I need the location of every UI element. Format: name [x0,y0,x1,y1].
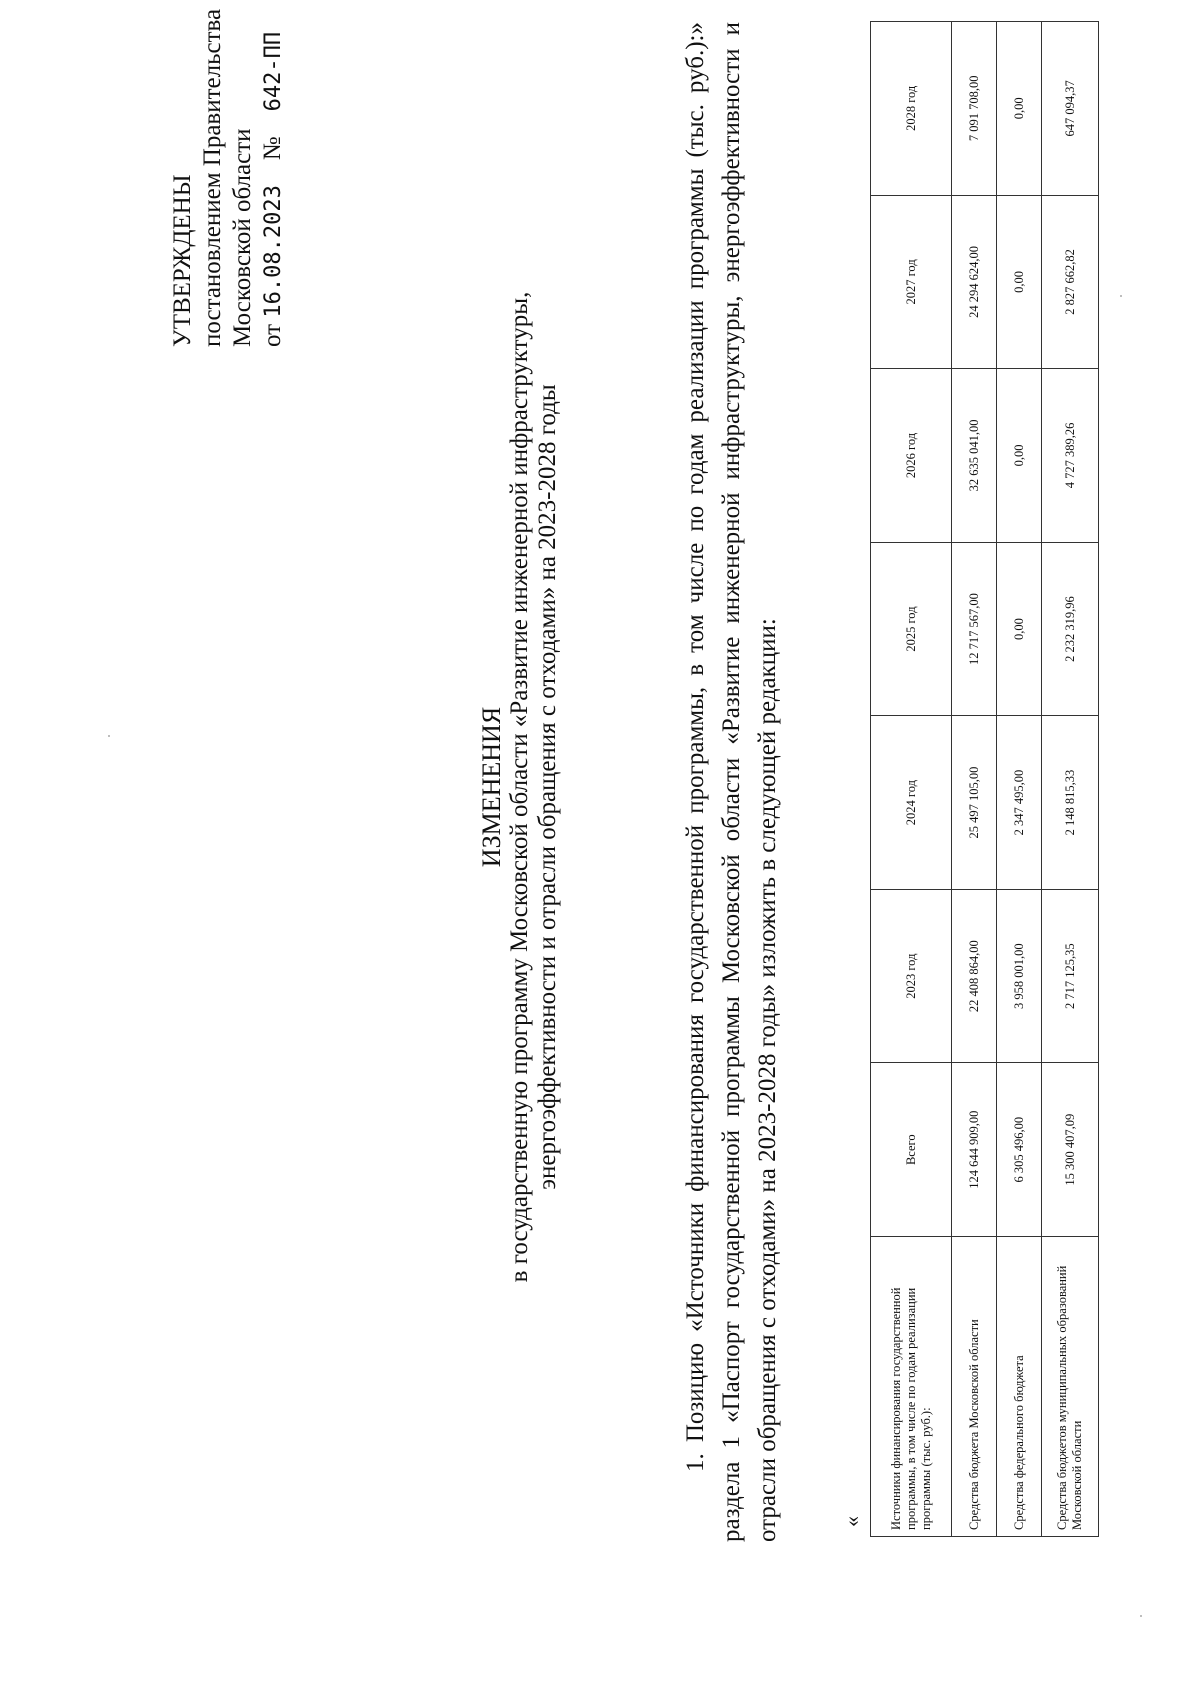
table-cell: 0,00 [997,195,1042,369]
table-cell: 6 305 496,00 [997,1063,1042,1237]
title-line-1: в государственную программу Московской области «Развитие инженерной инфраструктуры, [506,291,533,1283]
scan-speck [1120,295,1122,297]
table-cell: 15 300 407,09 [1042,1063,1099,1237]
approval-date: 16.08.2023 [261,185,286,318]
table-cell: 32 635 041,00 [952,369,997,543]
table-row [997,22,1042,1537]
table-header-row [871,22,952,1537]
table-cell: Средства бюджета Московской области [952,1237,997,1537]
table-cell: 3 958 001,00 [997,889,1042,1063]
table-header-cell: 2024 год [871,716,952,890]
title-line-2: энергоэффективности и отрасли обращения с отходами» на 2023-2028 годы [534,384,561,1190]
open-quote: « [839,1516,864,1527]
approval-number: 642-ПП [261,31,286,112]
table-cell: 2 717 125,35 [1042,889,1099,1063]
table-header-cell: Всего [871,1063,952,1237]
table-cell: Средства бюджетов муниципальных образований Московской области [1042,1237,1099,1537]
approval-line-3: Московской области [229,128,256,347]
approval-date-line [258,9,289,347]
approval-line-2: постановлением Правительства [199,8,226,347]
table-cell: 0,00 [997,369,1042,543]
table-row [952,22,997,1537]
table-cell: 0,00 [997,542,1042,716]
table-header-cell: 2027 год [871,195,952,369]
approval-title: УТВЕРЖДЕНЫ [169,174,196,347]
amendment-paragraph: 1. Позицию «Источники финансирования государственной программы, в том числе по годам реализации программы (тыс. руб.):» раздела 1 «Паспорт государственной программы Московской области «Развитие инженерной инфраструктуры, энергоэффективности и отрасли обращения с отходами» на 2023-2028 годы» изложить в следующей редакции: [682,22,781,1542]
table-cell: 2 232 319,96 [1042,542,1099,716]
table-header-cell: 2026 год [871,369,952,543]
table-cell: 124 644 909,00 [952,1063,997,1237]
title-heading: ИЗМЕНЕНИЯ [477,706,506,868]
document-title [478,37,562,1537]
table-cell: 647 094,37 [1042,22,1099,196]
table-row [1042,22,1099,1537]
table-cell: 7 091 708,00 [952,22,997,196]
date-prefix: от [259,323,286,347]
table-cell: 0,00 [997,22,1042,196]
table-cell: 2 148 815,33 [1042,716,1099,890]
table-header-cell: 2025 год [871,542,952,716]
table-cell: Средства федерального бюджета [997,1237,1042,1537]
scan-speck [108,735,110,737]
financing-table [870,21,1099,1537]
table-cell: 4 727 389,26 [1042,369,1099,543]
table-header-cell: Источники финансирования государственной программы, в том числе по годам реализации программы (тыс. руб.): [871,1237,952,1537]
table-header-cell: 2023 год [871,889,952,1063]
table-cell: 2 827 662,82 [1042,195,1099,369]
table-cell: 24 294 624,00 [952,195,997,369]
table-cell: 22 408 864,00 [952,889,997,1063]
number-sign: № [259,136,286,161]
scan-speck [1140,1615,1142,1617]
table-cell: 12 717 567,00 [952,542,997,716]
approval-stamp [168,9,289,347]
table-cell: 25 497 105,00 [952,716,997,890]
table-header-cell: 2028 год [871,22,952,196]
table-cell: 2 347 495,00 [997,716,1042,890]
